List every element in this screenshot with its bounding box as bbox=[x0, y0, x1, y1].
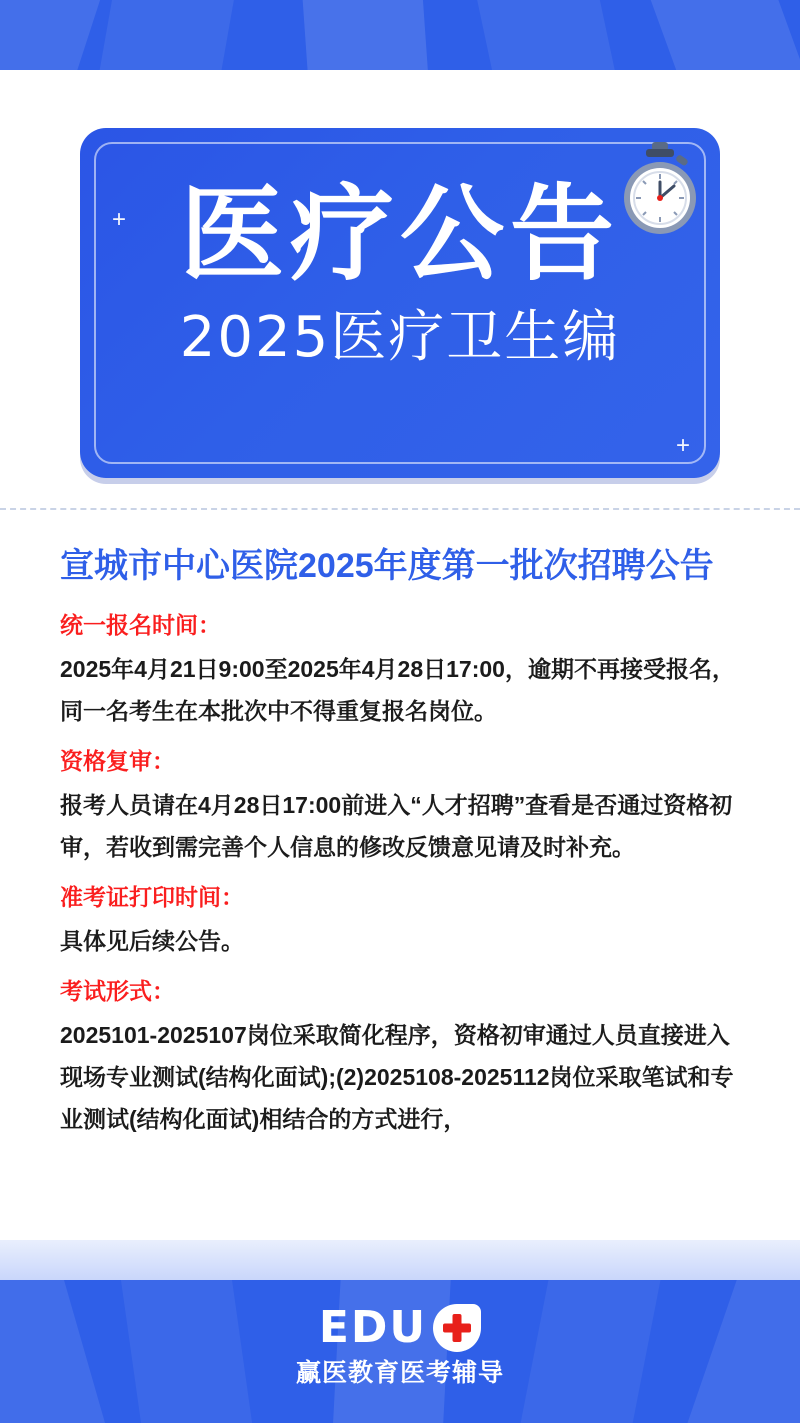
section-text-qualification-review: 报考人员请在4月28日17:00前进入“人才招聘”查看是否通过资格初审，若收到需完善个人信息的修改反馈意见请及时补充。 bbox=[60, 792, 733, 860]
ray-decoration bbox=[0, 0, 107, 70]
ray-decoration bbox=[300, 0, 434, 70]
logo-row bbox=[319, 1304, 481, 1352]
announcement-body bbox=[60, 542, 740, 1144]
footer-logo bbox=[0, 1304, 800, 1388]
section-heading-exam-format: 考试形式： bbox=[60, 978, 175, 1004]
stopwatch-icon bbox=[616, 140, 702, 240]
section-text-registration-time: 2025年4月21日9:00至2025年4月28日17:00，逾期不再接受报名，同一名考生在本批次中不得重复报名岗位。 bbox=[60, 656, 735, 724]
plus-decoration-icon: + bbox=[112, 206, 127, 233]
banner-card bbox=[80, 128, 720, 478]
page-title: 宣城市中心医院2025年度第一批次招聘公告 bbox=[60, 547, 714, 585]
top-decorative-band bbox=[0, 0, 800, 70]
section-heading-registration-time: 统一报名时间： bbox=[60, 612, 221, 638]
footer-tagline: 赢医教育医考辅导 bbox=[295, 1359, 504, 1387]
section-heading-qualification-review: 资格复审： bbox=[60, 748, 175, 774]
section-text-admission-ticket: 具体见后续公告。 bbox=[60, 928, 244, 954]
section-divider bbox=[0, 508, 800, 510]
content-sheet bbox=[0, 70, 800, 1240]
banner-title: 医疗公告 bbox=[179, 173, 620, 295]
logo-wordmark: EDU bbox=[318, 1302, 428, 1353]
bottom-gradient bbox=[0, 1240, 800, 1280]
ray-decoration bbox=[644, 0, 800, 70]
banner-subtitle: 2025医疗卫生编 bbox=[179, 305, 621, 370]
section-heading-admission-ticket: 准考证打印时间： bbox=[60, 884, 244, 910]
ray-decoration bbox=[86, 0, 239, 70]
section-text-exam-format: 2025101-2025107岗位采取简化程序，资格初审通过人员直接进入现场专业测试(结构化面试);(2)2025108-2025112岗位采取笔试和专业测试(结构化面试)相结合的方式进行， bbox=[60, 1022, 734, 1132]
ray-decoration bbox=[471, 0, 630, 70]
plus-decoration-icon: + bbox=[675, 432, 690, 459]
footer-band bbox=[0, 1280, 800, 1423]
medical-cross-icon bbox=[433, 1304, 481, 1352]
